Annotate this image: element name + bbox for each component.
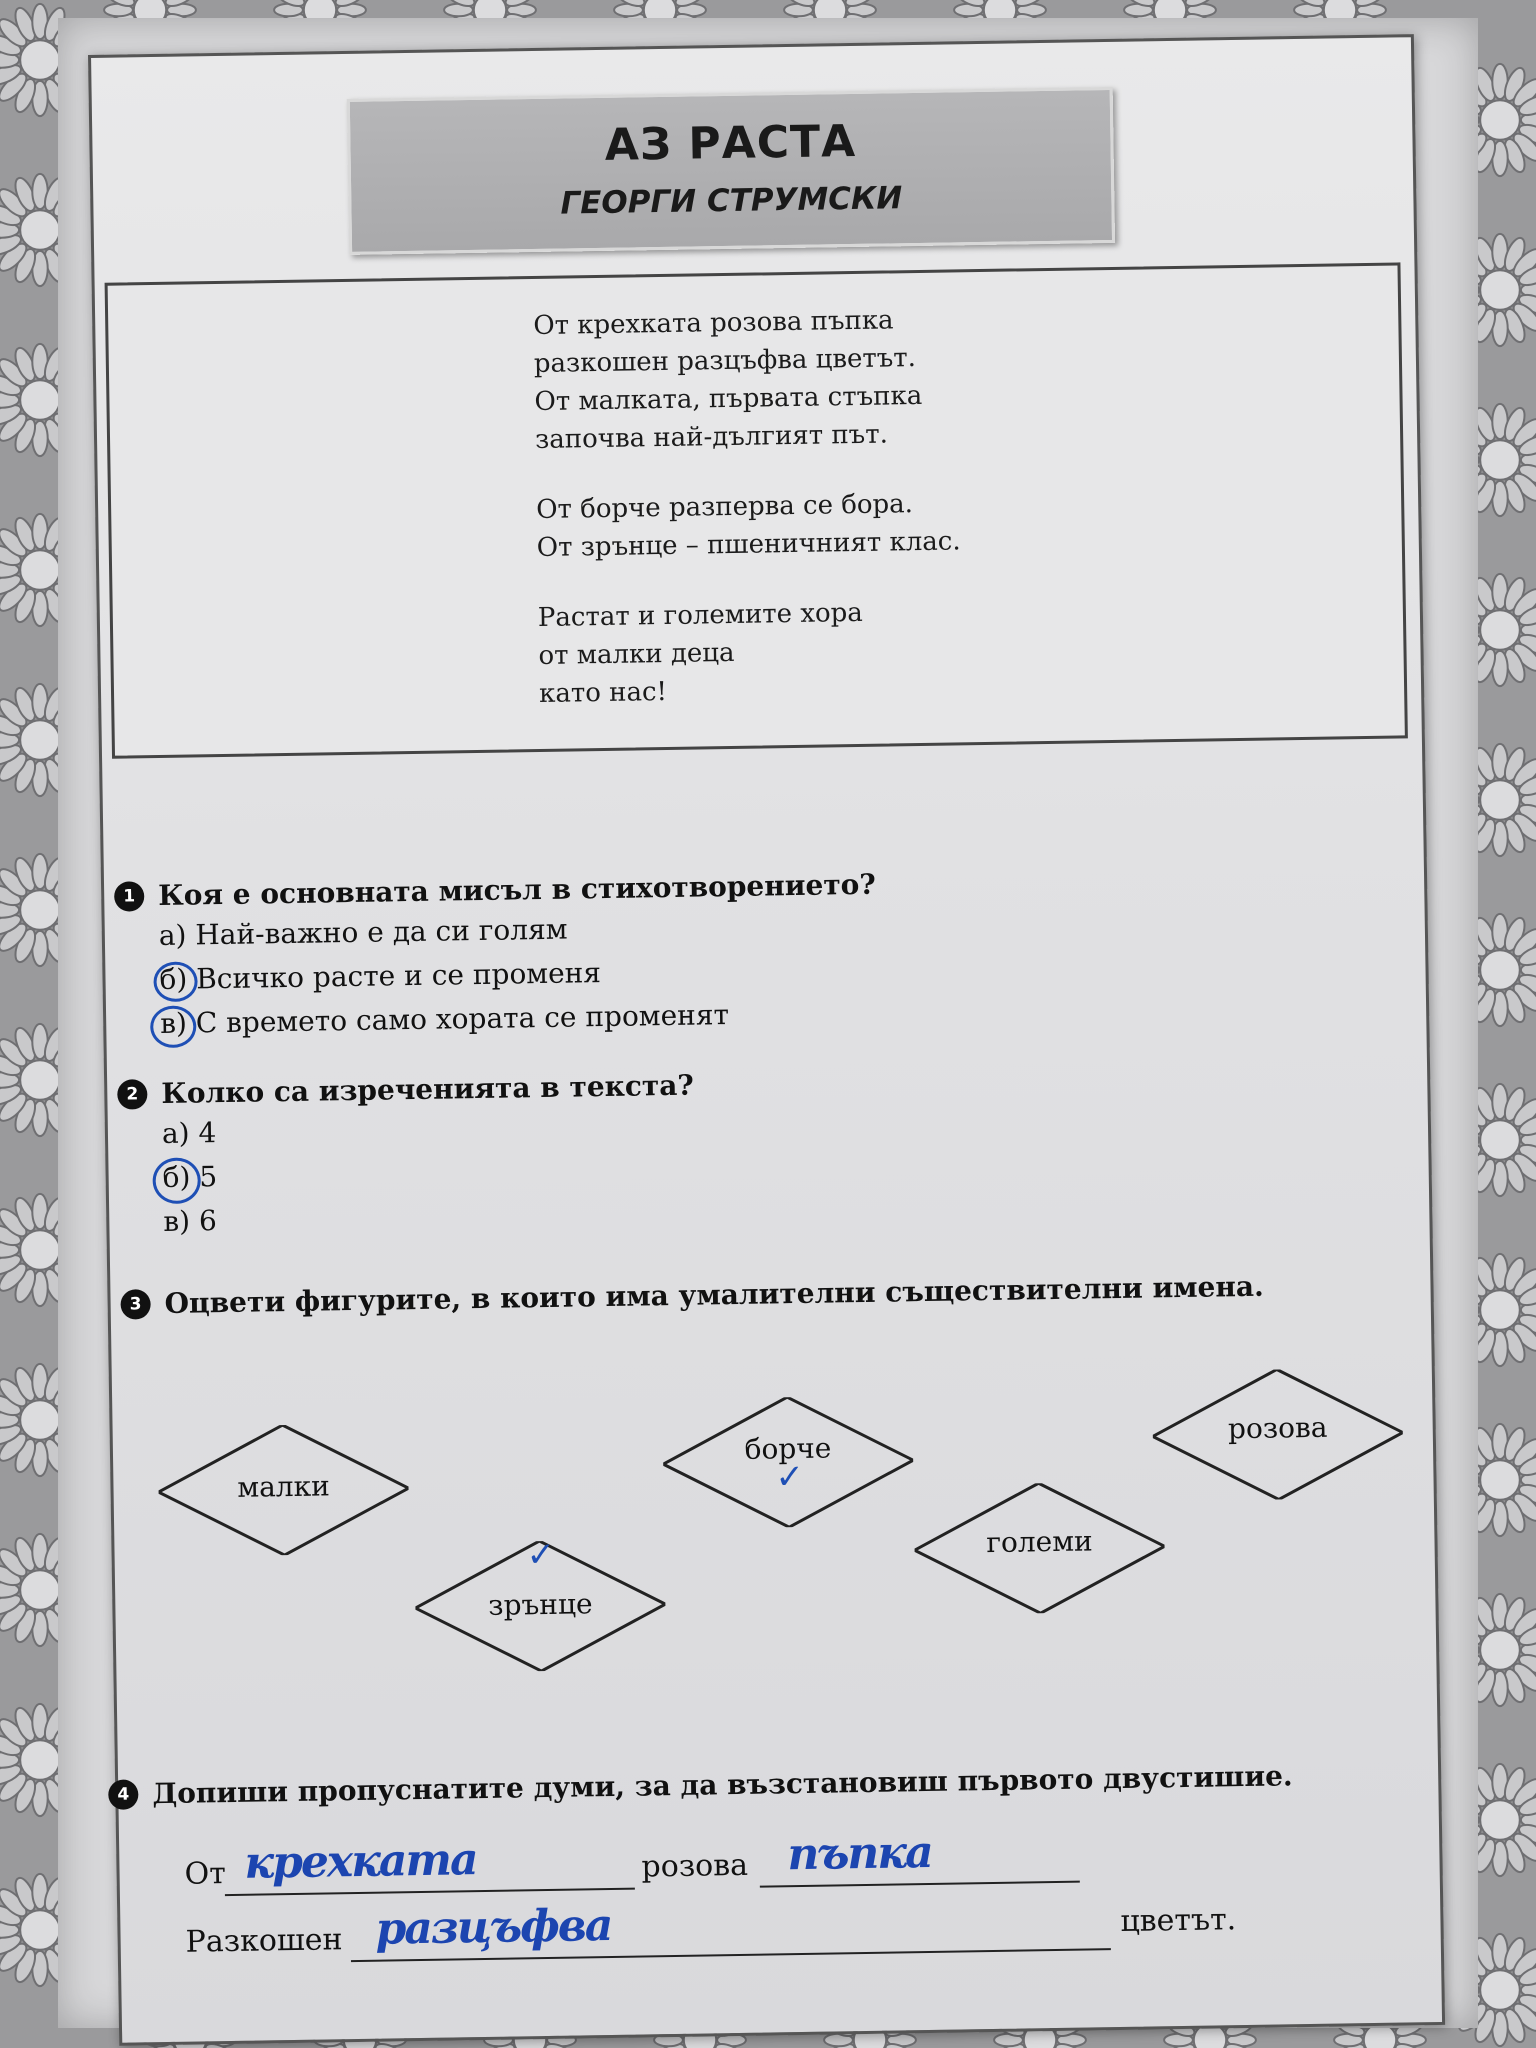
stanza-2 bbox=[536, 484, 961, 567]
line2-start: Разкошен bbox=[185, 1922, 343, 1960]
poem-line: От малката, първата стъпка bbox=[534, 380, 923, 418]
question-4 bbox=[108, 1759, 1293, 1811]
question-2 bbox=[117, 1069, 696, 1243]
question-number: 3 bbox=[120, 1289, 150, 1319]
option-b[interactable] bbox=[162, 1150, 695, 1198]
diamond-shape[interactable] bbox=[158, 1423, 410, 1557]
shape-label: борче bbox=[744, 1431, 832, 1466]
poem-line: От крехката розова пъпка bbox=[533, 305, 894, 342]
poem-line: Растат и големите хора bbox=[537, 597, 864, 634]
option-label: б) Всичко расте и се променя bbox=[159, 956, 602, 996]
poem-line: разкошен разцъфва цветът. bbox=[533, 343, 917, 380]
option-a[interactable]: а) 4 bbox=[161, 1116, 217, 1150]
poem-title: АЗ РАСТА bbox=[604, 115, 857, 171]
option-b[interactable] bbox=[159, 949, 877, 1000]
question-1 bbox=[114, 868, 878, 1045]
shapes-area bbox=[112, 1367, 1437, 1688]
poem-line: като нас! bbox=[538, 676, 668, 709]
line1-start: От bbox=[184, 1856, 227, 1892]
question-text: Допиши пропуснатите думи, за да възстановиш първото двустишие. bbox=[152, 1759, 1293, 1811]
stanza-1 bbox=[533, 300, 959, 459]
diamond-shape[interactable] bbox=[914, 1481, 1166, 1615]
handwritten-answer-2: пъпка bbox=[786, 1826, 933, 1881]
shape-label: големи bbox=[986, 1524, 1093, 1560]
question-text: Оцвети фигурите, в които има умалителни съществителни имена. bbox=[164, 1269, 1264, 1320]
poem-author: ГЕОРГИ СТРУМСКИ bbox=[560, 180, 903, 222]
poem-line: започва най-дългият път. bbox=[534, 419, 889, 456]
check-mark: ✓ bbox=[775, 1456, 805, 1498]
answer-blank-1[interactable] bbox=[225, 1888, 635, 1896]
option-a[interactable]: а) Най-важно е да си голям bbox=[158, 912, 568, 952]
question-number: 4 bbox=[108, 1779, 138, 1809]
question-text: Коя е основната мисъл в стихотворението? bbox=[157, 867, 876, 912]
poem-line: От борче разперва се бора. bbox=[535, 489, 914, 526]
handwritten-answer-1: крехката bbox=[244, 1834, 477, 1889]
question-number: 1 bbox=[114, 881, 144, 911]
poem-text bbox=[533, 300, 964, 745]
shape-label: розова bbox=[1227, 1410, 1328, 1446]
option-c[interactable] bbox=[160, 993, 878, 1044]
shape-label: малки bbox=[237, 1469, 330, 1504]
question-text: Колко са изреченията в текста? bbox=[161, 1068, 695, 1110]
shape-label: зрънце bbox=[488, 1587, 593, 1622]
question-3 bbox=[120, 1270, 1264, 1321]
diamond-shape[interactable] bbox=[662, 1395, 914, 1529]
answer-blank-2[interactable] bbox=[760, 1881, 1080, 1888]
answer-circle bbox=[150, 1005, 197, 1048]
title-banner bbox=[347, 87, 1115, 255]
answer-circle bbox=[153, 961, 198, 1002]
option-label: в) С времето само хората се променят bbox=[159, 998, 730, 1040]
option-label: б) 5 bbox=[162, 1160, 218, 1194]
line2-end: цветът. bbox=[1120, 1902, 1237, 1940]
check-mark: ✓ bbox=[526, 1534, 556, 1576]
diamond-shape[interactable] bbox=[414, 1534, 666, 1673]
answer-circle bbox=[152, 1157, 201, 1204]
poem-line: от малки деца bbox=[538, 637, 735, 671]
stanza-3 bbox=[538, 592, 964, 713]
worksheet bbox=[88, 34, 1445, 2046]
poem-box bbox=[105, 262, 1408, 758]
question-number: 2 bbox=[117, 1079, 147, 1109]
handwritten-answer-3: разцъфва bbox=[375, 1900, 612, 1955]
diamond-shape[interactable] bbox=[1152, 1368, 1404, 1502]
option-c[interactable]: в) 6 bbox=[163, 1204, 217, 1238]
line1-mid: розова bbox=[641, 1847, 749, 1885]
poem-line: От зрънце – пшеничният клас. bbox=[536, 526, 961, 564]
